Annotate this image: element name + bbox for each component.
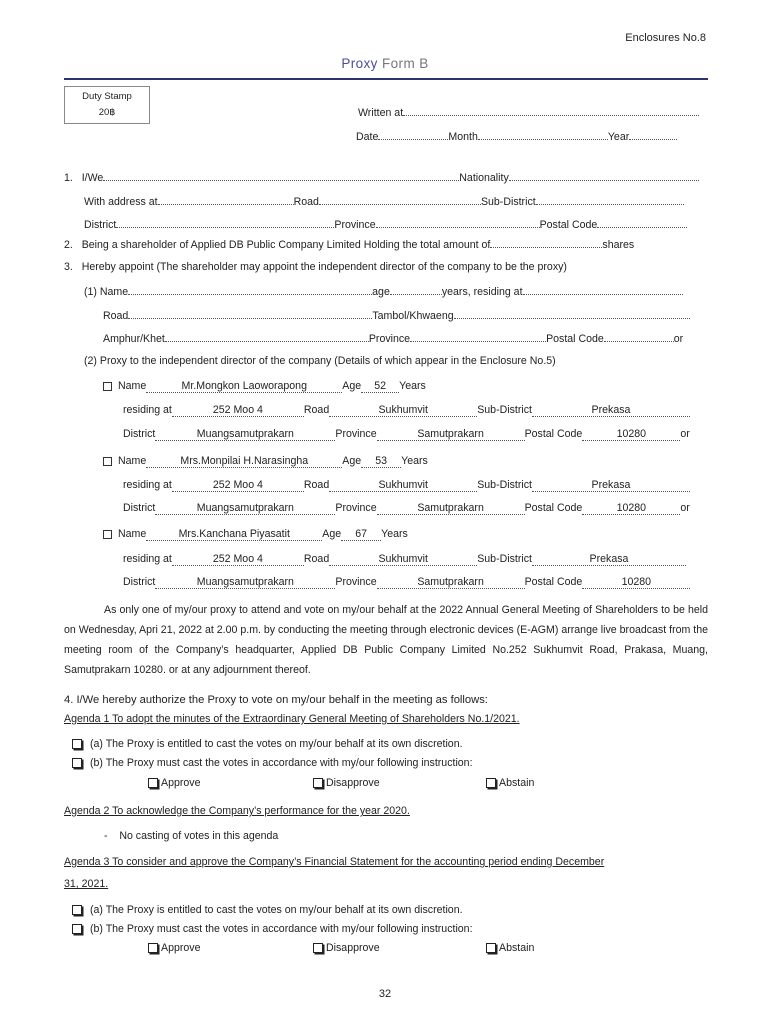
agenda3-title-line2: 31, 2021. xyxy=(64,878,109,890)
agenda2-note: - No casting of votes in this agenda xyxy=(104,830,279,842)
candidate3-age: 67 xyxy=(341,528,381,541)
proxy1-name-line: (1) Name age years, residing at xyxy=(84,284,683,298)
address-field[interactable] xyxy=(158,194,294,205)
agenda1-option-a: (a) The Proxy is entitled to cast the votes on my/our behalf at its own discretion. xyxy=(72,738,463,750)
candidate3-address-line: residing at 252 Moo 4 Road Sukhumvit Sub-District Prekasa xyxy=(123,553,686,566)
proxy1-postal-field[interactable] xyxy=(604,331,674,342)
candidate1-district-line: District Muangsamutprakarn Province Samutprakarn Postal Code 10280 or xyxy=(123,428,690,440)
agenda3-title-line1: Agenda 3 To consider and approve the Company’s Financial Statement for the accounting period ending December xyxy=(64,856,605,868)
candidate3-name: Mrs.Kanchana Piyasatit xyxy=(146,528,322,541)
agenda3-option-b: (b) The Proxy must cast the votes in accordance with my/our following instruction: xyxy=(72,923,473,935)
enclosure-label: Enclosures No.8 xyxy=(625,32,706,44)
section4-heading: 4. I/We hereby authorize the Proxy to vote on my/our behalf in the meeting as follows: xyxy=(64,694,488,706)
candidate3-name-line: Name Mrs.Kanchana Piyasatit Age 67 Years xyxy=(103,528,408,541)
stamp-line1: Duty Stamp xyxy=(82,91,132,102)
title-proxy: Proxy xyxy=(341,56,382,71)
agenda1-a-checkbox[interactable] xyxy=(72,739,82,749)
candidate2-address-line: residing at 252 Moo 4 Road Sukhumvit Sub-District Prekasa xyxy=(123,479,690,492)
road-field[interactable] xyxy=(319,194,481,205)
title-divider xyxy=(64,78,708,80)
proxy1-road-line: Road Tambol/Khwaeng xyxy=(103,308,690,322)
shares-field[interactable] xyxy=(490,237,602,248)
date-field[interactable] xyxy=(378,129,448,140)
candidate2-name: Mrs.Monpilai H.Narasingha xyxy=(146,455,342,468)
proxy1-amphur-line: Amphur/Khet Province Postal Code or xyxy=(103,333,684,345)
agenda1-abstain: Abstain xyxy=(486,777,534,789)
proxy1-tambol-field[interactable] xyxy=(454,308,690,319)
year-field[interactable] xyxy=(629,129,677,140)
agenda1-abstain-checkbox[interactable] xyxy=(486,778,496,788)
agenda3-abstain-checkbox[interactable] xyxy=(486,943,496,953)
agenda1-approve: Approve xyxy=(148,777,200,789)
section3-line: 3. Hereby appoint (The shareholder may appoint the independent director of the company to be the proxy) xyxy=(64,261,567,273)
proxy1-province-field[interactable] xyxy=(410,331,546,342)
proxy1-residing-field[interactable] xyxy=(523,284,683,295)
candidate1-address-line: residing at 252 Moo 4 Road Sukhumvit Sub-District Prekasa xyxy=(123,404,690,417)
candidate1-name: Mr.Mongkon Laoworapong xyxy=(146,380,342,393)
agenda3-approve: Approve xyxy=(148,942,200,954)
candidate3-district-line: District Muangsamutprakarn Province Samutprakarn Postal Code 10280 xyxy=(123,576,690,589)
candidate2-checkbox[interactable] xyxy=(103,457,112,466)
candidate2-district-line: District Muangsamutprakarn Province Samutprakarn Postal Code 10280 or xyxy=(123,502,690,514)
agenda1-disapprove: Disapprove xyxy=(313,777,380,789)
section1-line2: With address at Road Sub-District xyxy=(84,194,684,208)
agenda1-b-checkbox[interactable] xyxy=(72,758,82,768)
proxy1-name-field[interactable] xyxy=(128,284,372,295)
proxy1-road-field[interactable] xyxy=(128,308,372,319)
stamp-line2: 20฿ xyxy=(98,107,116,118)
section1-line1: 1. I/We Nationality xyxy=(64,170,699,184)
province-field[interactable] xyxy=(376,217,540,228)
section2-line: 2. Being a shareholder of Applied DB Public Company Limited Holding the total amount of shares xyxy=(64,239,635,251)
agenda1-disapprove-checkbox[interactable] xyxy=(313,778,323,788)
agenda3-a-checkbox[interactable] xyxy=(72,905,82,915)
agenda2-title: Agenda 2 To acknowledge the Company’s performance for the year 2020. xyxy=(64,805,410,817)
proxy2-heading: (2) Proxy to the independent director of the company (Details of which appear in the Enclosure No.5) xyxy=(84,355,556,367)
district-field[interactable] xyxy=(116,217,334,228)
nationality-field[interactable] xyxy=(509,170,699,181)
candidate1-age: 52 xyxy=(361,380,399,393)
agenda3-option-a: (a) The Proxy is entitled to cast the votes on my/our behalf at its own discretion. xyxy=(72,904,463,916)
agenda3-approve-checkbox[interactable] xyxy=(148,943,158,953)
agenda1-option-b: (b) The Proxy must cast the votes in accordance with my/our following instruction: xyxy=(72,757,473,769)
title-form: Form B xyxy=(382,56,429,71)
candidate2-name-line: Name Mrs.Monpilai H.Narasingha Age 53 Years xyxy=(103,455,428,468)
month-field[interactable] xyxy=(478,129,608,140)
page-title xyxy=(0,56,770,71)
agenda3-disapprove: Disapprove xyxy=(313,942,380,954)
postal-field[interactable] xyxy=(597,217,687,228)
duty-stamp-box xyxy=(64,86,150,124)
candidate3-checkbox[interactable] xyxy=(103,530,112,539)
iwe-field[interactable] xyxy=(103,170,459,181)
candidate2-age: 53 xyxy=(361,455,401,468)
proxy1-age-field[interactable] xyxy=(390,284,442,295)
agenda1-title: Agenda 1 To adopt the minutes of the Extraordinary General Meeting of Shareholders No.1/2021. xyxy=(64,713,520,725)
meeting-paragraph: As only one of my/our proxy to attend and vote on my/our behalf at the 2022 Annual General Meeting of Shareholders to be held on Wednesday, Apri 21, 2022 at 2.00 p.m. by conducting the meeting through electronic devices (E-AGM) arrange live broadcast from the meeting room of the Company’s headquarter, Applied DB Public Company Limited No.252 Sukhumvit Road, Prakasa, Muang, Samutprakarn 10280. or at any adjournment thereof. xyxy=(64,604,708,676)
section1-line3: District Province Postal Code xyxy=(84,217,687,231)
candidate1-checkbox[interactable] xyxy=(103,382,112,391)
agenda3-b-checkbox[interactable] xyxy=(72,924,82,934)
agenda3-disapprove-checkbox[interactable] xyxy=(313,943,323,953)
agenda1-approve-checkbox[interactable] xyxy=(148,778,158,788)
candidate1-name-line: Name Mr.Mongkon Laoworapong Age 52 Years xyxy=(103,380,426,393)
date-line: Date Month Year xyxy=(356,129,677,143)
proxy1-amphur-field[interactable] xyxy=(165,331,369,342)
page-number: 32 xyxy=(378,988,392,1000)
written-at-line: Written at xyxy=(358,105,699,119)
written-at-field[interactable] xyxy=(403,105,699,116)
agenda3-abstain: Abstain xyxy=(486,942,534,954)
sub-district-field[interactable] xyxy=(536,194,684,205)
